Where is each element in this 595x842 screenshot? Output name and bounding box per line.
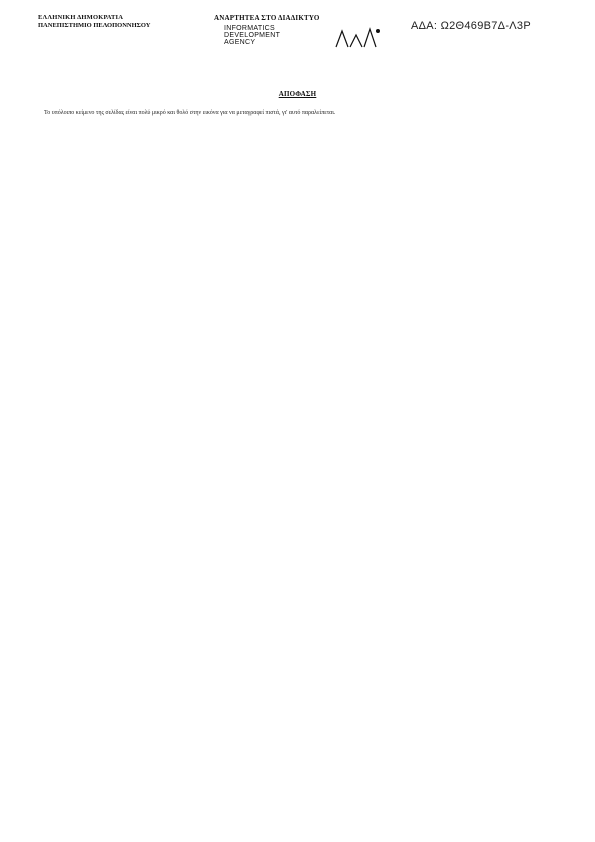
header-center (214, 14, 404, 22)
logo-line-2: DEVELOPMENT (224, 32, 281, 39)
ada-code: ΑΔΑ: Ω2Θ469Β7Δ-Λ3Ρ (410, 20, 531, 32)
header-left-line-2: ΠΑΝΕΠΙΣΤΗΜΙΟ ΠΕΛΟΠΟΝΝΗΣΟΥ (38, 22, 151, 29)
logo-text (224, 25, 280, 46)
unreadable-note: Το υπόλοιπο κείμενο της σελίδας είναι πολύ μικρό και θολό στην εικόνα για να μεταγραφεί πιστά, γι' αυτό παραλείπεται. (44, 110, 336, 116)
logo-line-1: INFORMATICS (224, 25, 276, 32)
document-title: ΑΠΟΦΑΣΗ (278, 90, 317, 98)
logo-mark-icon (332, 25, 384, 51)
posting-title: ΑΝΑΡΤΗΤΕΑ ΣΤΟ ΔΙΑΔΙΚΤΥΟ (214, 14, 320, 22)
header (14, 10, 581, 74)
diavgeia-logo (224, 25, 389, 73)
header-left-line-1: ΕΛΛΗΝΙΚΗ ΔΗΜΟΚΡΑΤΙΑ (38, 14, 124, 21)
logo-line-3: AGENCY (224, 39, 256, 46)
header-left (38, 14, 228, 30)
